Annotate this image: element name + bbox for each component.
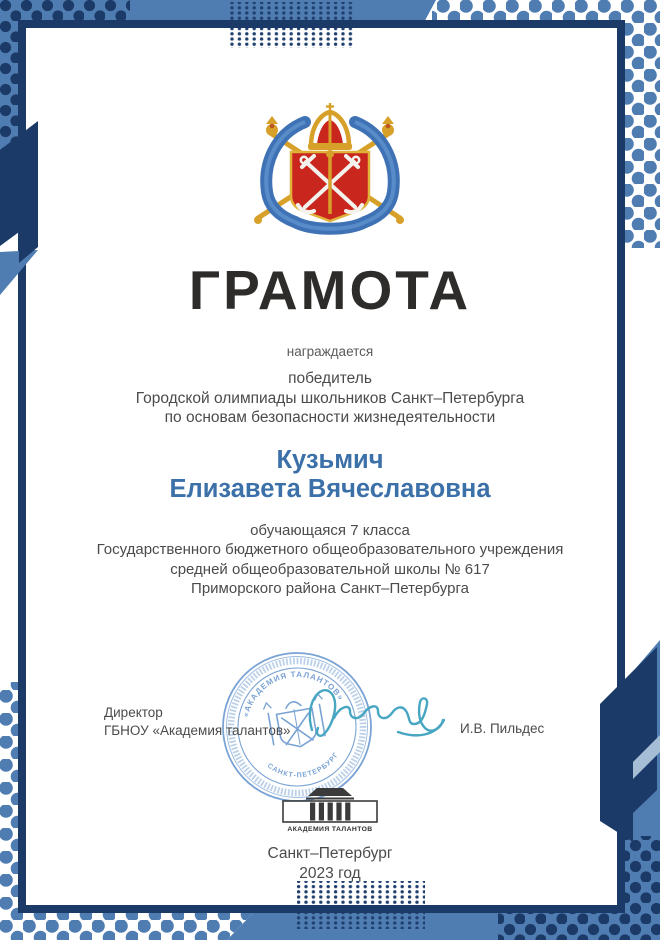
award-line: Городской олимпиады школьников Санкт–Петербурга [135, 389, 525, 407]
certificate-title: ГРАМОТА [188, 259, 472, 321]
year-label: 2023 год [299, 865, 361, 882]
detail-line: обучающаяся 7 класса [250, 522, 410, 539]
signature-icon [300, 678, 450, 758]
awarded-label: награждается [286, 344, 374, 359]
corner-top-right-dots [432, 0, 660, 248]
recipient-details [0, 521, 660, 599]
detail-line: Государственного бюджетного общеобразовательного учреждения [96, 541, 564, 559]
city-label: Санкт–Петербург [267, 845, 393, 862]
director-block [104, 704, 291, 740]
recipient-name [0, 446, 660, 503]
stamp-arc-top-text: «АКАДЕМИЯ ТАЛАНТОВ» [241, 669, 346, 718]
award-line: победитель [288, 370, 372, 387]
recipient-last-name: Кузьмич [276, 446, 384, 474]
recipient-first-patronymic: Елизавета Вячеславовна [169, 474, 491, 503]
saint-petersburg-coat-of-arms-icon [245, 102, 415, 244]
signer-name: И.В. Пильдес [460, 721, 545, 736]
award-line: по основам безопасности жизнедеятельности [164, 409, 496, 427]
logo-caption: АКАДЕМИЯ ТАЛАНТОВ [287, 826, 373, 833]
detail-line: Приморского района Санкт–Петербурга [191, 580, 469, 598]
director-title: Директор [104, 705, 163, 720]
director-organization: ГБНОУ «Академия талантов» [104, 723, 291, 738]
stamp-arc-bottom-text: САНКТ-ПЕТЕРБУРГ [265, 751, 341, 780]
academy-building-logo-icon [280, 787, 380, 827]
detail-line: средней общеобразовательной школы № 617 [170, 560, 490, 578]
award-description [0, 369, 660, 428]
